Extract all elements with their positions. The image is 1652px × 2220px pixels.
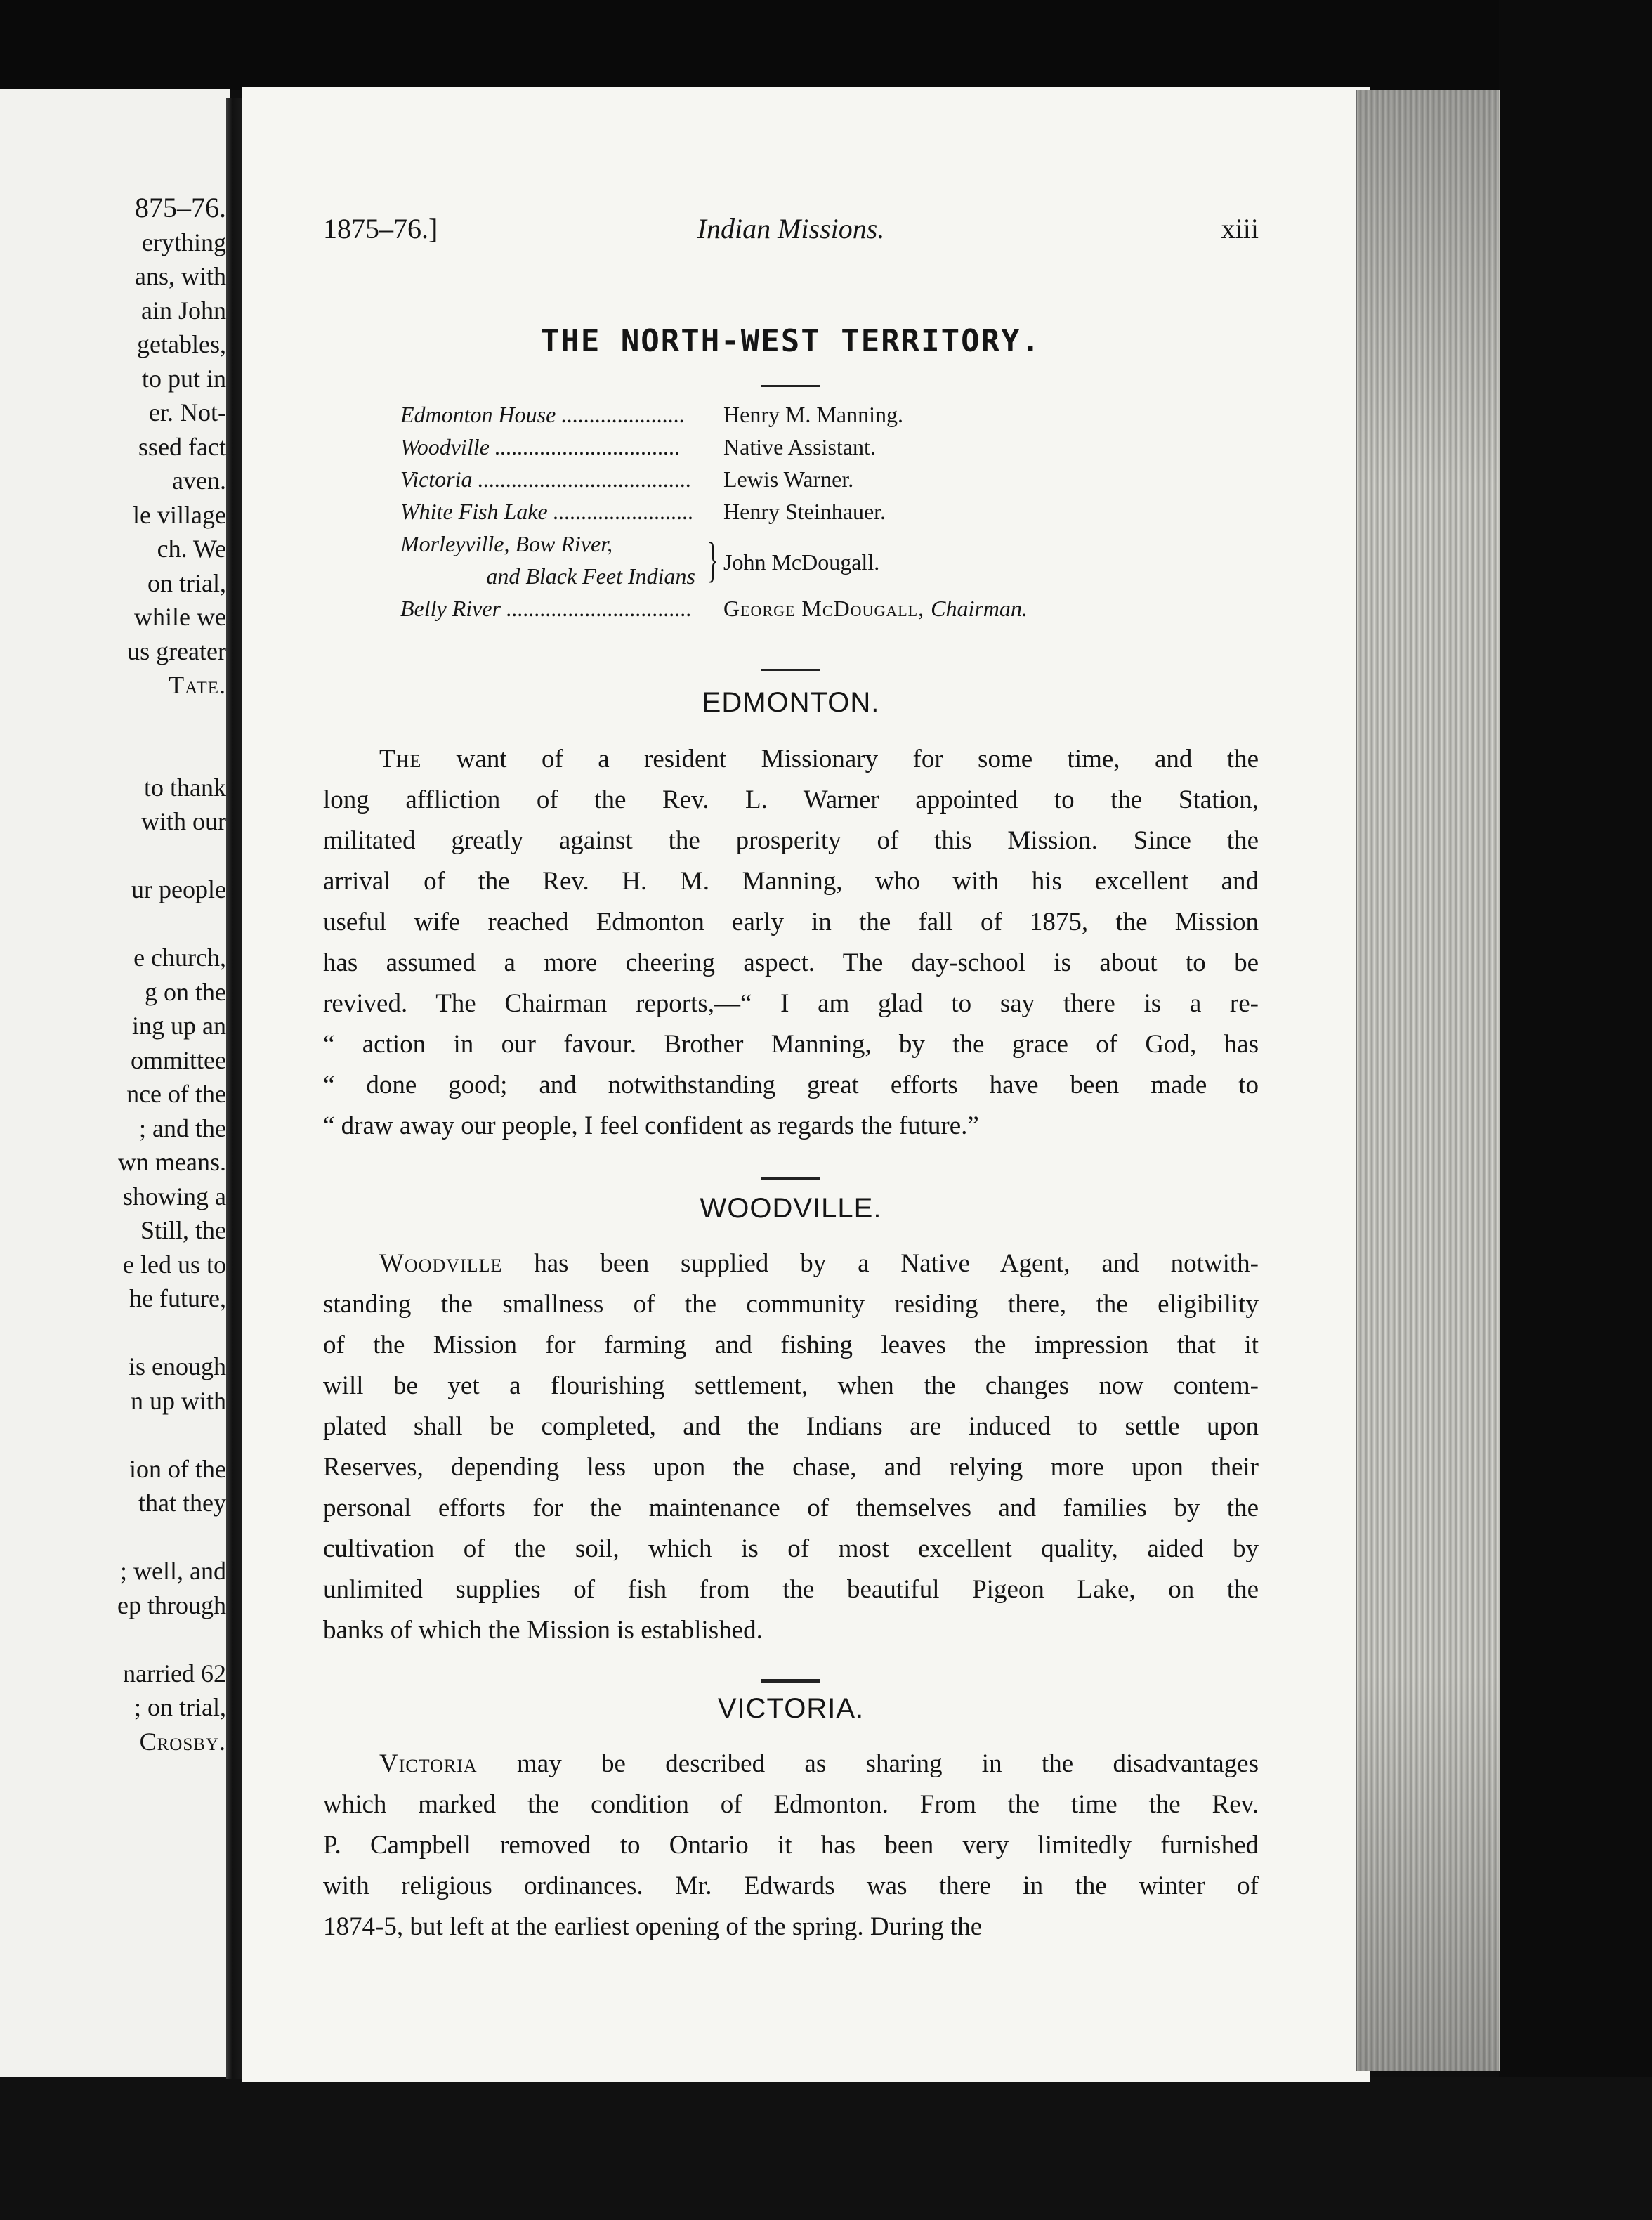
text-line: arrival of the Rev. H. M. Manning, who with his excellent and (323, 867, 1259, 896)
text-line: “ done good; and notwithstanding great efforts have been made to (323, 1071, 1259, 1099)
text-line: banks of which the Mission is established. (323, 1616, 763, 1645)
paragraph-victoria (323, 1744, 1259, 1947)
left-page-line: ur people (131, 875, 226, 903)
title-rule (761, 385, 820, 387)
text-line: Reserves, depending less upon the chase, and relying more upon their (323, 1453, 1259, 1482)
text-line: standing the smallness of the community residing there, the eligibility (323, 1290, 1259, 1319)
text-line: “ action in our favour. Brother Manning, by the grace of God, has (323, 1030, 1259, 1059)
text-line: cultivation of the soil, which is of most excellent quality, aided by (323, 1534, 1259, 1563)
left-page-line: nce of the (126, 1080, 226, 1108)
left-page-text (0, 191, 226, 1758)
left-page-line: ep through (117, 1591, 226, 1619)
station-place: Woodville ................................. (400, 434, 681, 459)
left-page-line: Tate. (169, 671, 226, 699)
left-page-line: e led us to (123, 1250, 226, 1279)
left-page-line: e church, (133, 944, 226, 972)
text-line: P. Campbell removed to Ontario it has been very limitedly furnished (323, 1831, 1259, 1860)
left-page-line: with our (141, 807, 226, 835)
left-page-line: narried 62 (123, 1659, 226, 1687)
left-page-line: ; well, and (120, 1557, 226, 1585)
paragraph-edmonton (323, 739, 1259, 1147)
station-row (400, 434, 1173, 466)
left-page-line: getables, (137, 330, 226, 358)
left-page-line: ing up an (132, 1012, 226, 1040)
text-line: “ draw away our people, I feel confident as regards the future.” (323, 1111, 979, 1140)
text-line: has assumed a more cheering aspect. The day-school is about to be (323, 948, 1259, 977)
section-title-victoria: VICTORIA. (717, 1693, 865, 1724)
text-line: The want of a resident Missionary for some time, and the (379, 745, 1259, 773)
left-page-line: ssed fact (138, 432, 226, 461)
left-page-line: is enough (129, 1352, 226, 1380)
left-page-line: to thank (144, 773, 226, 802)
left-page-line (0, 703, 230, 737)
stations-rule (761, 669, 820, 671)
station-row (400, 466, 1173, 499)
left-page (0, 89, 230, 2077)
scan-right-border (1499, 0, 1652, 2220)
station-row (400, 402, 1173, 434)
left-page-line: to put in (141, 364, 226, 393)
station-place: Morleyville, Bow River, (400, 531, 613, 556)
text-line: will be yet a flourishing settlement, when the changes now contem- (323, 1371, 1259, 1400)
left-page-line (0, 1316, 230, 1350)
text-line: militated greatly against the prosperity of this Mission. Since the (323, 826, 1259, 855)
text-line: which marked the condition of Edmonton. From the time the Rev. (323, 1790, 1259, 1819)
scan-top-border (0, 0, 1652, 90)
station-row (400, 596, 1173, 628)
section-rule-2 (761, 1679, 820, 1683)
paragraph-woodville (323, 1243, 1259, 1651)
left-page-line: ommittee (131, 1045, 226, 1074)
station-place: Victoria ...................................... (400, 466, 692, 492)
left-page-line: while we (134, 603, 226, 631)
left-page-line: ch. We (157, 535, 226, 563)
left-page-line: er. Not- (149, 398, 226, 426)
territory-title: THE NORTH-WEST TERRITORY. (540, 323, 1042, 359)
station-missionary: Lewis Warner. (723, 466, 854, 492)
page-edge-shade (1356, 90, 1499, 2071)
brace-glyph: } (707, 533, 719, 587)
book-gutter (226, 98, 242, 2079)
station-missionary: John McDougall. (723, 549, 880, 575)
left-page-line (0, 907, 230, 941)
left-page-line: g on the (145, 977, 226, 1006)
section-title-edmonton: EDMONTON. (702, 687, 880, 718)
text-line: useful wife reached Edmonton early in the fall of 1875, the Mission (323, 908, 1259, 936)
left-page-line: erything (142, 228, 226, 256)
left-page-line: ans, with (135, 262, 226, 290)
text-line: of the Mission for farming and fishing leaves the impression that it (323, 1331, 1259, 1359)
station-place: Edmonton House ...................... (400, 402, 686, 427)
running-head (323, 204, 1259, 253)
text-line: Woodville has been supplied by a Native Agent, and notwith- (379, 1249, 1259, 1278)
left-page-line: aven. (172, 466, 226, 495)
station-row (400, 499, 1173, 531)
left-page-line: wn means. (118, 1148, 226, 1176)
left-page-line: showing a (123, 1182, 226, 1210)
left-page-line: le village (133, 500, 226, 529)
left-page-line: ain John (141, 296, 226, 325)
left-page-line (0, 736, 230, 771)
station-missionary: George McDougall, Chairman. (723, 596, 1028, 621)
text-line: revived. The Chairman reports,—“ I am glad to say there is a re- (323, 989, 1259, 1018)
left-page-line: ; on trial, (134, 1693, 226, 1721)
text-line: Victoria may be described as sharing in the disadvantages (379, 1749, 1259, 1778)
text-line: plated shall be completed, and the Indians are induced to settle upon (323, 1412, 1259, 1441)
text-line: personal efforts for the maintenance of themselves and families by the (323, 1494, 1259, 1522)
text-line: unlimited supplies of fish from the beautiful Pigeon Lake, on the (323, 1575, 1259, 1604)
running-head-title: Indian Missions. (697, 213, 885, 244)
page-number: xiii (1221, 213, 1259, 244)
left-page-line: ion of the (129, 1454, 226, 1483)
station-missionary: Henry M. Manning. (723, 402, 903, 427)
left-page-line (0, 839, 230, 873)
left-page-line: on trial, (148, 568, 226, 597)
left-page-line (0, 1418, 230, 1452)
section-title-woodville: WOODVILLE. (700, 1193, 882, 1224)
text-line: with religious ordinances. Mr. Edwards was there in the winter of (323, 1872, 1259, 1900)
stations-list (400, 402, 1173, 628)
station-row (400, 531, 1173, 596)
left-page-line: us greater (127, 636, 226, 665)
scan-bottom-border (0, 2077, 1652, 2220)
left-page-line (0, 1520, 230, 1555)
left-page-line: ; and the (139, 1114, 226, 1142)
left-page-line: Still, the (140, 1216, 226, 1244)
running-head-year: 1875–76.] (323, 213, 438, 244)
station-missionary: Native Assistant. (723, 434, 876, 459)
station-place: Belly River ................................. (400, 596, 693, 621)
station-missionary: Henry Steinhauer. (723, 499, 886, 524)
station-place-continued: and Black Feet Indians (486, 563, 695, 589)
left-page-line (0, 1622, 230, 1657)
text-line: long affliction of the Rev. L. Warner appointed to the Station, (323, 785, 1259, 814)
left-page-line: that they (138, 1489, 226, 1517)
left-page-line: he future, (129, 1284, 226, 1312)
left-page-line: Crosby. (139, 1727, 226, 1756)
section-rule-1 (761, 1177, 820, 1180)
station-place: White Fish Lake ......................... (400, 499, 694, 524)
left-page-line: n up with (130, 1386, 226, 1415)
text-line: 1874-5, but left at the earliest opening of the spring. During the (323, 1912, 983, 1941)
left-page-line: 875–76. (135, 192, 226, 223)
